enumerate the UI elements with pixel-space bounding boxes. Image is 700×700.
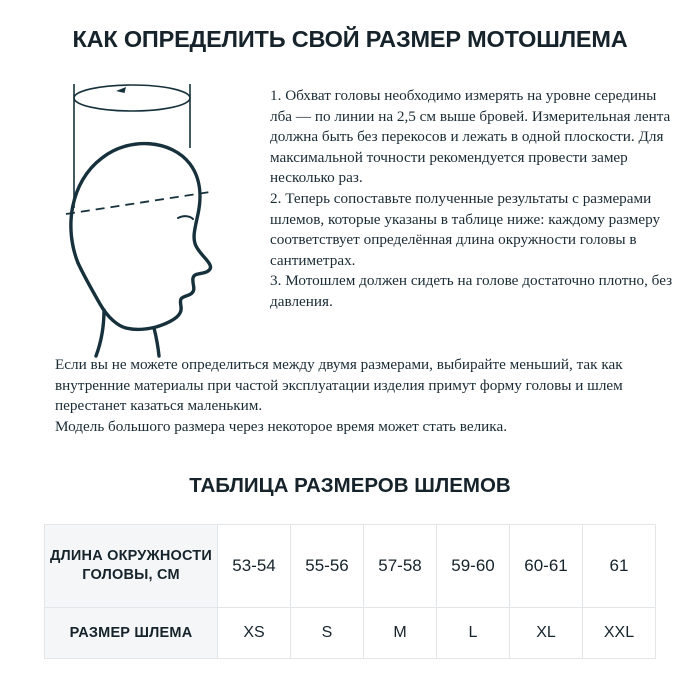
note-choose-smaller: Если вы не можете определиться между двумя размерами, выбирайте меньший, так как внутренние материалы при частой эксплуатации изделия примут форму головы и шлем перестанет казаться маленьким. [55, 356, 623, 415]
table-title: ТАБЛИЦА РАЗМЕРОВ ШЛЕМОВ [189, 474, 511, 497]
circumference-cell-4: 59-60 [437, 525, 510, 608]
instruction-step-3: 3. Мотошлем должен сидеть на голове достаточно плотно, без давления. [270, 272, 673, 310]
table-row [45, 525, 656, 608]
additional-notes [55, 355, 655, 437]
brow-line [178, 216, 193, 219]
head-measurement-illustration [38, 78, 278, 358]
direction-arrow [116, 87, 126, 93]
size-cell-4: L [437, 608, 510, 659]
circumference-cell-6: 61 [583, 525, 656, 608]
size-cell-6: XXL [583, 608, 656, 659]
table-row [45, 608, 656, 659]
neck-front-line [154, 328, 159, 356]
size-cell-5: XL [510, 608, 583, 659]
circumference-cell-5: 60-61 [510, 525, 583, 608]
instructions-list [270, 86, 682, 313]
size-cell-1: XS [218, 608, 291, 659]
neck-back-line [96, 310, 104, 356]
jaw-line [78, 263, 126, 328]
row-label-circumference: ДЛИНА ОКРУЖНОСТИ ГОЛОВЫ, СМ [45, 525, 218, 608]
circumference-cell-3: 57-58 [364, 525, 437, 608]
page-title: КАК ОПРЕДЕЛИТЬ СВОЙ РАЗМЕР МОТОШЛЕМА [72, 26, 628, 52]
size-table [44, 524, 656, 659]
circumference-cell-2: 55-56 [291, 525, 364, 608]
row-label-helmet-size: РАЗМЕР ШЛЕМА [45, 608, 218, 659]
circumference-cell-1: 53-54 [218, 525, 291, 608]
tape-ellipse [74, 85, 190, 111]
instruction-step-1: 1. Обхват головы необходимо измерять на уровне середины лба — по линии на 2,5 см выше бровей. Измерительная лента должна быть без перекосов и лежать в одной плоскости. Для максимальной точности рекомендуется провести замер несколько раз. [270, 87, 671, 187]
measurement-dashed-line [66, 192, 210, 214]
head-profile-outline [71, 144, 211, 330]
size-cell-2: S [291, 608, 364, 659]
size-cell-3: M [364, 608, 437, 659]
instruction-step-2: 2. Теперь сопоставьте полученные результаты с размерами шлемов, которые указаны в таблице ниже: каждому размеру соответствует определённая длина окружности головы в сантиметрах. [270, 189, 661, 269]
note-large-model: Модель большого размера через некоторое время может стать велика. [55, 417, 507, 435]
